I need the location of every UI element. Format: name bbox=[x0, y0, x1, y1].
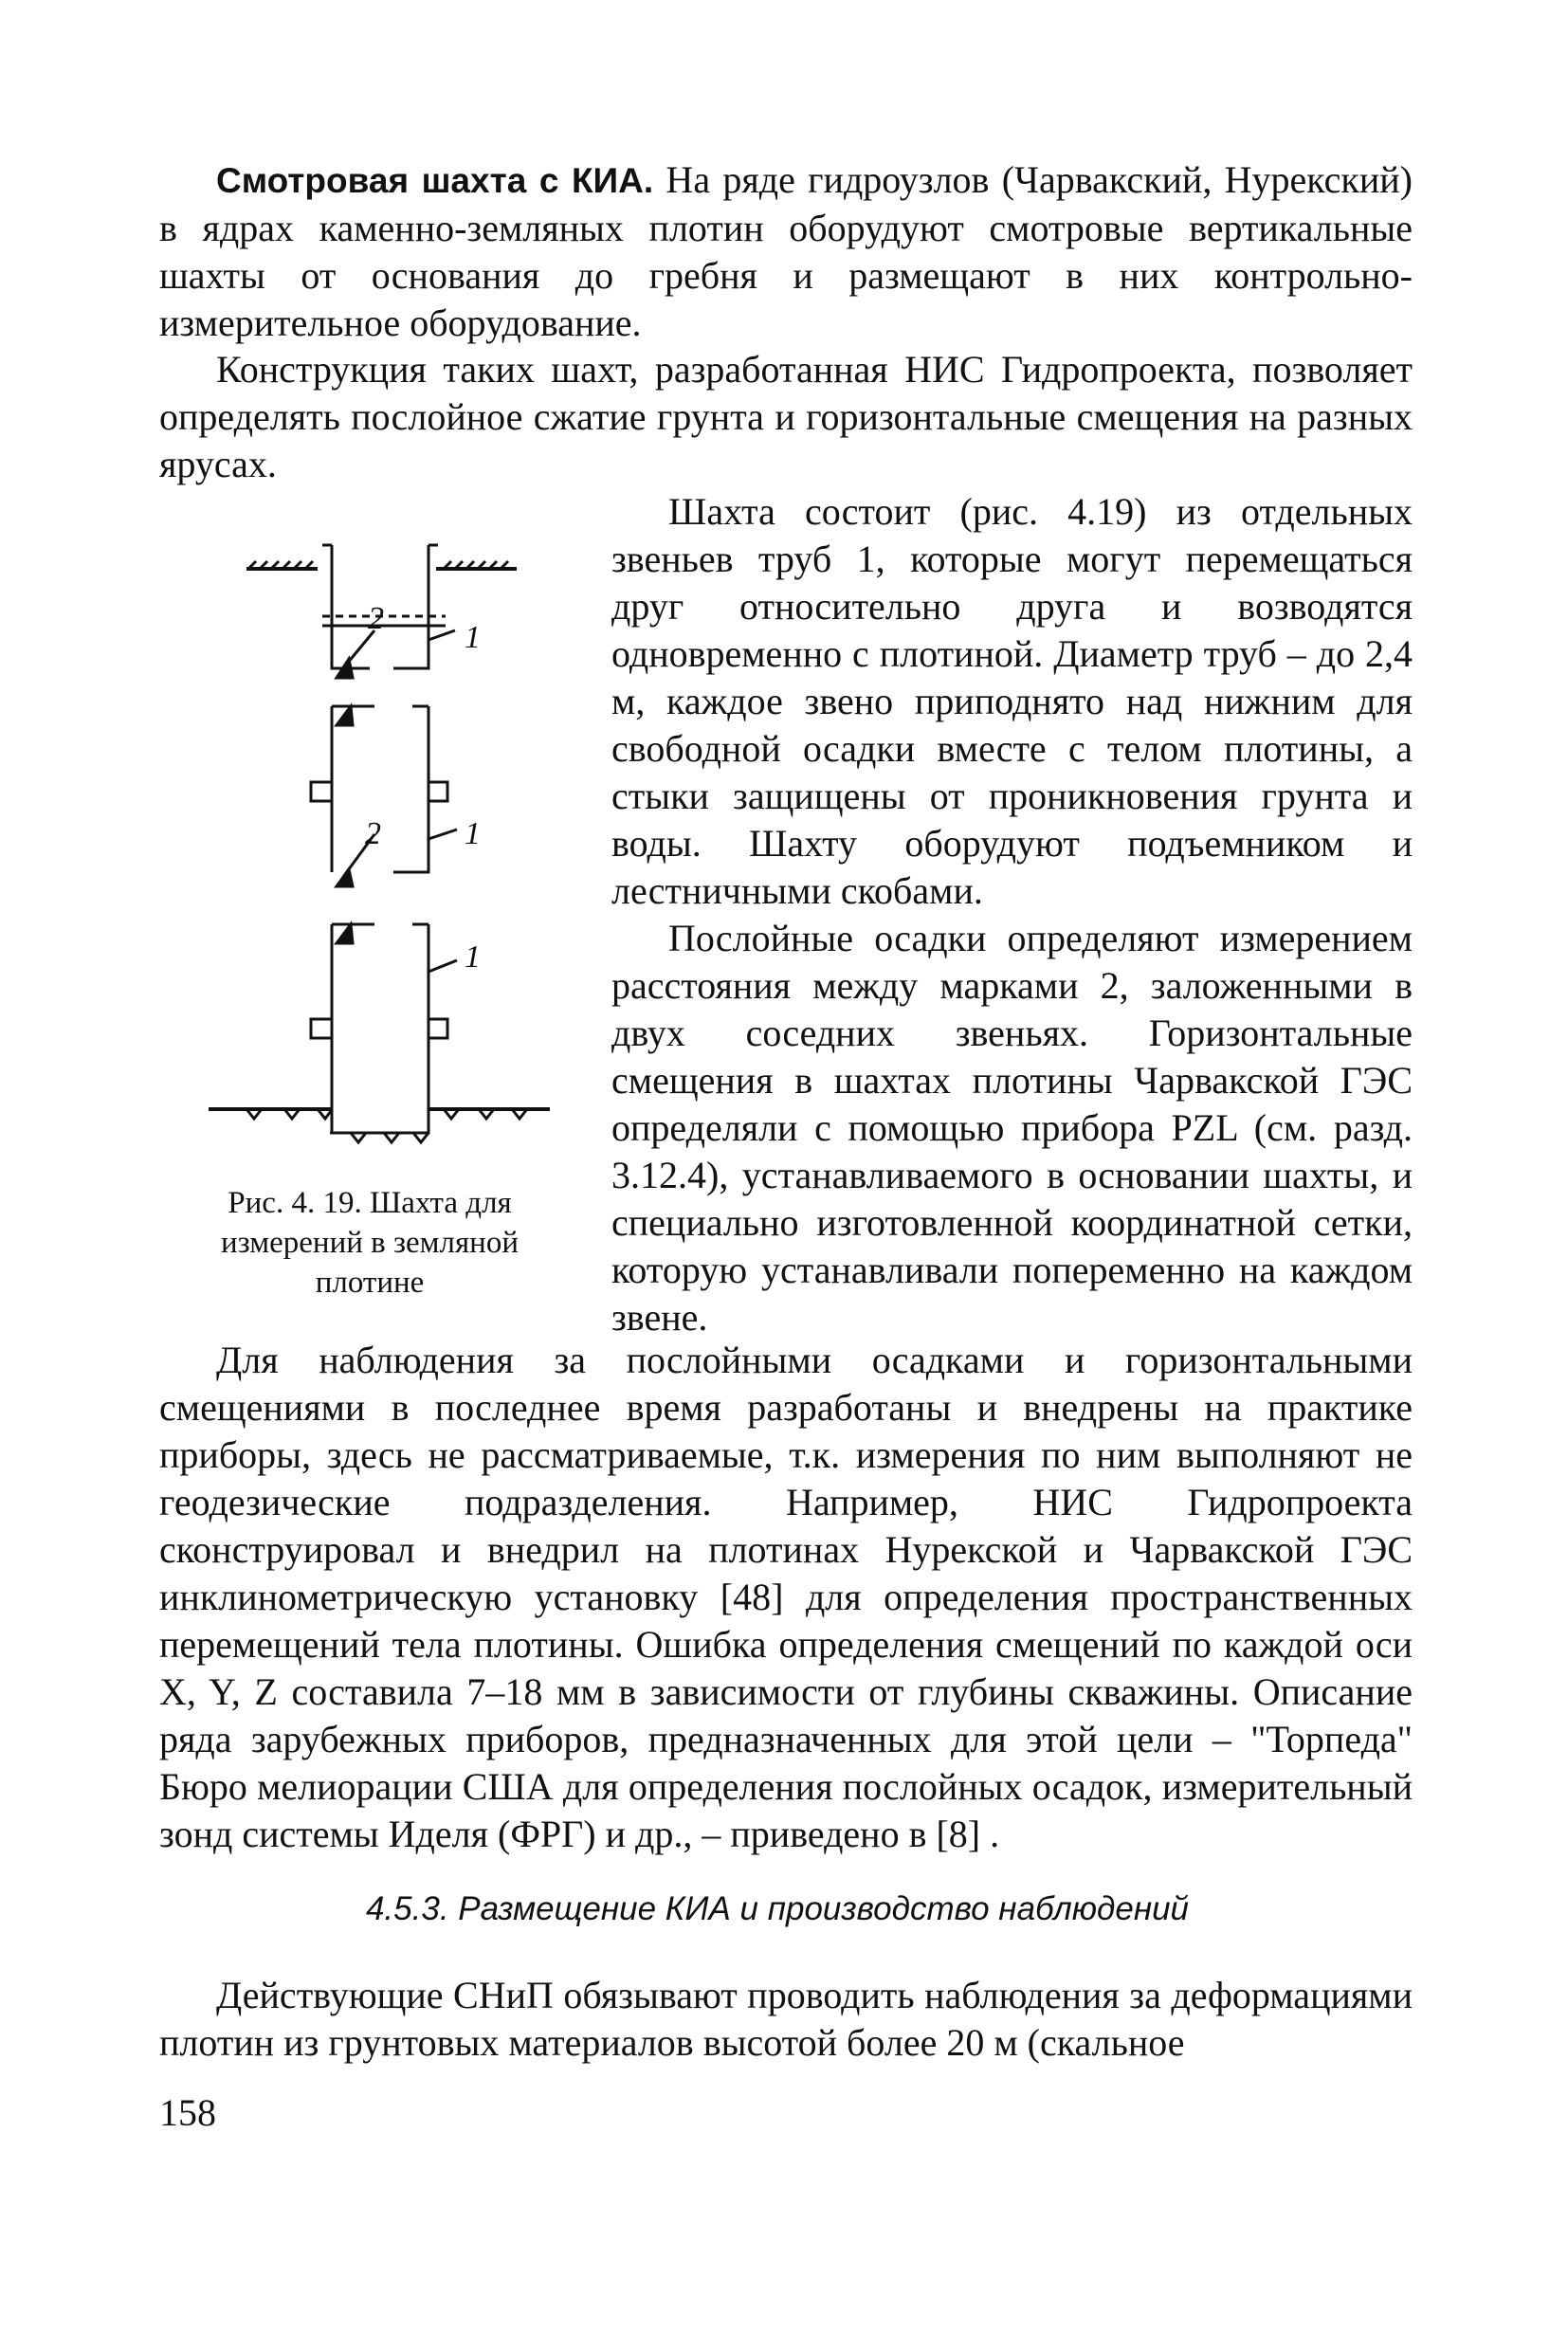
paragraph-settlement: Послойные осадки определяют измерением расстояния между марками 2, заложенными в двух соседних звеньях. Горизонтальные смещения в шахтах плотины Чарвакской ГЭС определяли с помощью прибора PZL (см. разд. 3.12.4), устанавливаемого в основании шахты, и специально изготовленной координатной сетки, которую устанавливали попеременно на каждом звене. bbox=[611, 917, 1413, 1339]
figure-label-pipe: 1 bbox=[465, 816, 481, 851]
page-number: 158 bbox=[159, 2091, 216, 2134]
figure-label-mark: 2 bbox=[365, 816, 381, 851]
shaft-figure bbox=[190, 526, 550, 1171]
figure-label-mark: 2 bbox=[368, 601, 384, 636]
section-heading: 4.5.3. Размещение КИА и производство наблюдений bbox=[365, 1890, 1190, 1927]
paragraph-shaft-intro bbox=[159, 156, 1413, 347]
paragraph-body: На ряде гидроузлов (Чарвакский, Нурекский) в ядрах каменно-земляных плотин оборудуют смотровые вертикальные шахты от основания до гребня и размещают в них контрольно-измерительное оборудование. bbox=[159, 158, 1413, 344]
figure-label-pipe: 1 bbox=[465, 620, 481, 655]
paragraph-devices: Для наблюдения за послойными осадками и горизонтальными смещениями в последнее время разработаны и внедрены на практике приборы, здесь не рассматриваемые, т.к. измерения по ним выполняют не геодезические подразделения. Например, НИС Гидропроекта сконструировал и внедрил на плотинах Нурекской и Чарвакской ГЭС инклинометрическую установку [48] для определения пространственных перемещений тела плотины. Ошибка определения смещений по каждой оси X, Y, Z составила 7–18 мм в зависимости от глубины скважины. Описание ряда зарубежных приборов, предназначенных для этой цели – "Торпеда" Бюро мелиорации США для определения послойных осадок, измерительный зонд системы Иделя (ФРГ) и др., – приведено в [8] . bbox=[159, 1339, 1413, 1855]
paragraph-shaft-structure: Шахта состоит (рис. 4.19) из отдельных звеньев труб 1, которые могут перемещаться друг относительно друга и возводятся одновременно с плотиной. Диаметр труб – до 2,4 м, каждое звено приподнято над нижним для свободной осадки вместе с телом плотины, а стыки защищены от проникновения грунта и воды. Шахту оборудуют подъемником и лестничными скобами. bbox=[611, 490, 1413, 912]
paragraph-construction: Конструкция таких шахт, разработанная НИС Гидропроекта, позволяет определять послойное сжатие грунта и горизонтальные смещения на разных ярусах. bbox=[159, 348, 1413, 485]
paragraph-snip: Действующие СНиП обязывают проводить наблюдения за деформациями плотин из грунтовых материалов высотой более 20 м (скальное bbox=[159, 1974, 1413, 2064]
paragraph-lead-title: Смотровая шахта с КИА. bbox=[216, 161, 654, 200]
figure-label-pipe: 1 bbox=[465, 939, 481, 975]
figure-caption: Рис. 4. 19. Шахта для измерений в земляной плотине bbox=[221, 1186, 519, 1300]
